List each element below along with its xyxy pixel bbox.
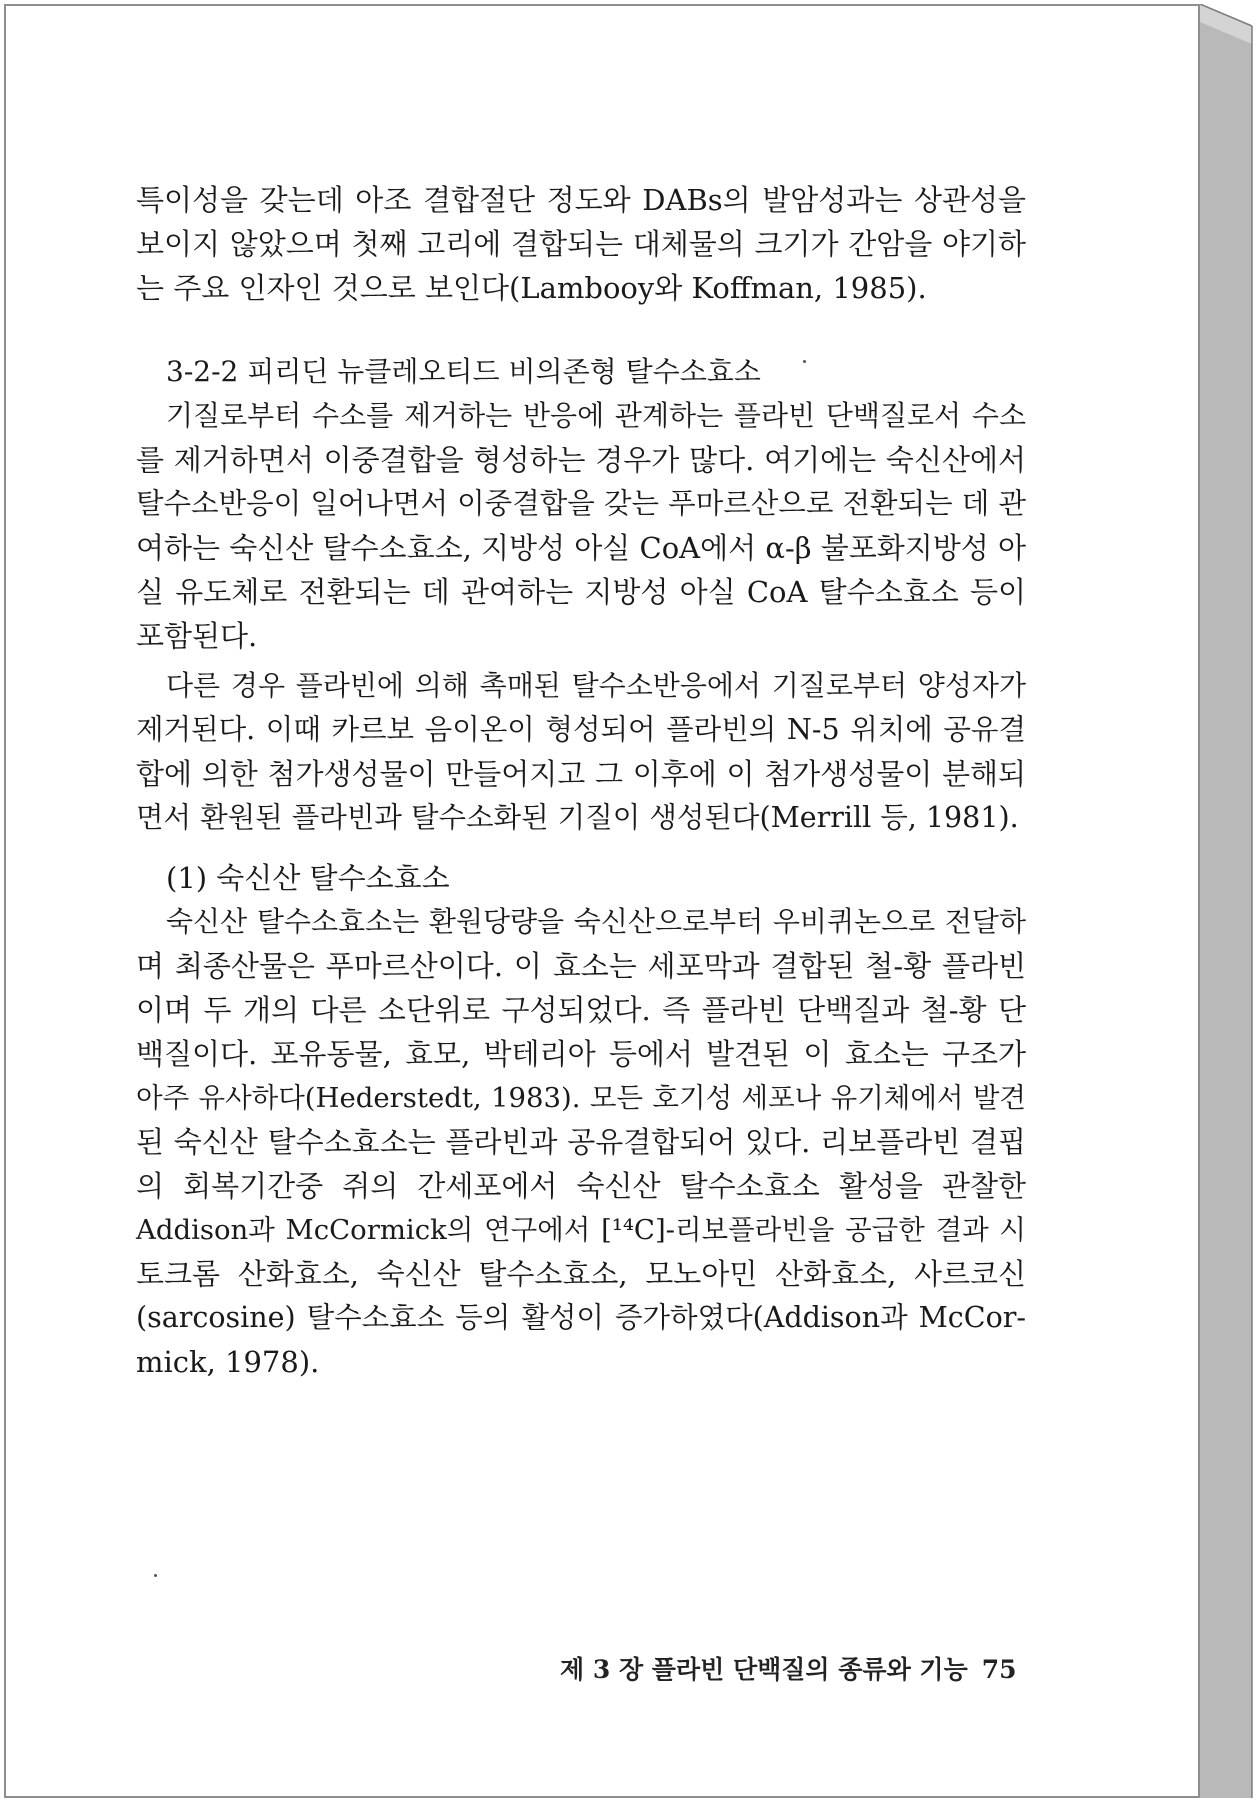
text-line: 실 유도체로 전환되는 데 관여하는 지방성 아실 CoA 탈수소효소 등이	[136, 575, 1026, 609]
text-line: 제거된다. 이때 카르보 음이온이 형성되어 플라빈의 N-5 위치에 공유결	[136, 713, 1026, 746]
text-line: Addison과 McCormick의 연구에서 [¹⁴C]-리보플라빈을 공급한 결과 시	[136, 1214, 1026, 1246]
running-head: 제 3 장 플라빈 단백질의 종류와 기능	[560, 1655, 968, 1684]
page-edge	[1200, 4, 1256, 1798]
text-line: (sarcosine) 탈수소효소 등의 활성이 증가하였다(Addison과 McCor-	[136, 1301, 1026, 1334]
page-number: 75	[981, 1655, 1017, 1684]
section-heading: 3-2-2 피리딘 뉴클레오티드 비의존형 탈수소효소	[166, 355, 761, 388]
paragraph-3	[136, 900, 1026, 1384]
text-line: 다른 경우 플라빈에 의해 촉매된 탈수소반응에서 기질로부터 양성자가	[166, 669, 1026, 702]
text-line: 를 제거하면서 이중결합을 형성하는 경우가 많다. 여기에는 숙신산에서	[136, 443, 1026, 477]
text-line: mick, 1978).	[136, 1345, 320, 1379]
text-line: 면서 환원된 플라빈과 탈수소화된 기질이 생성된다(Merrill 등, 1981).	[136, 801, 1019, 834]
text-line: 탈수소반응이 일어나면서 이중결합을 갖는 푸마르산으로 전환되는 데 관	[136, 487, 1026, 520]
page-body	[136, 178, 1026, 1384]
text-line: 숙신산 탈수소효소는 환원당량을 숙신산으로부터 우비퀴논으로 전달하	[166, 905, 1026, 938]
speck-mark	[154, 1574, 157, 1577]
speck-mark	[803, 360, 806, 363]
text-line: 의 회복기간중 쥐의 간세포에서 숙신산 탈수소효소 활성을 관찰한	[136, 1169, 1026, 1203]
text-line: 기질로부터 수소를 제거하는 반응에 관계하는 플라빈 단백질로서 수소	[166, 399, 1026, 432]
text-line: 는 주요 인자인 것으로 보인다(Lambooy와 Koffman, 1985).	[136, 271, 927, 305]
text-line: 이며 두 개의 다른 소단위로 구성되었다. 즉 플라빈 단백질과 철-황 단	[136, 993, 1026, 1027]
text-line: 합에 의한 첨가생성물이 만들어지고 그 이후에 이 첨가생성물이 분해되	[136, 757, 1026, 791]
text-line: 된 숙신산 탈수소효소는 플라빈과 공유결합되어 있다. 리보플라빈 결핍	[136, 1125, 1026, 1159]
paragraph-1	[136, 394, 1026, 658]
paragraph-intro	[136, 178, 1026, 310]
text-line: 토크롬 산화효소, 숙신산 탈수소효소, 모노아민 산화효소, 사르코신	[136, 1257, 1026, 1291]
text-line: 보이지 않았으며 첫째 고리에 결합되는 대체물의 크기가 간암을 야기하	[136, 227, 1026, 261]
text-line: 특이성을 갖는데 아조 결합절단 정도와 DABs의 발암성과는 상관성을	[136, 183, 1026, 217]
subsection-heading: (1) 숙신산 탈수소효소	[166, 861, 450, 895]
text-line: 여하는 숙신산 탈수소효소, 지방성 아실 CoA에서 α-β 불포화지방성 아	[136, 531, 1027, 565]
text-line: 아주 유사하다(Hederstedt, 1983). 모든 호기성 세포나 유기체에서 발견	[136, 1082, 1026, 1114]
text-line: 며 최종산물은 푸마르산이다. 이 효소는 세포막과 결합된 철-황 플라빈	[136, 949, 1026, 983]
text-line: 포함된다.	[136, 619, 258, 653]
page-footer	[560, 1650, 1017, 1686]
text-line: 백질이다. 포유동물, 효모, 박테리아 등에서 발견된 이 효소는 구조가	[136, 1037, 1026, 1071]
paragraph-2	[136, 664, 1026, 840]
